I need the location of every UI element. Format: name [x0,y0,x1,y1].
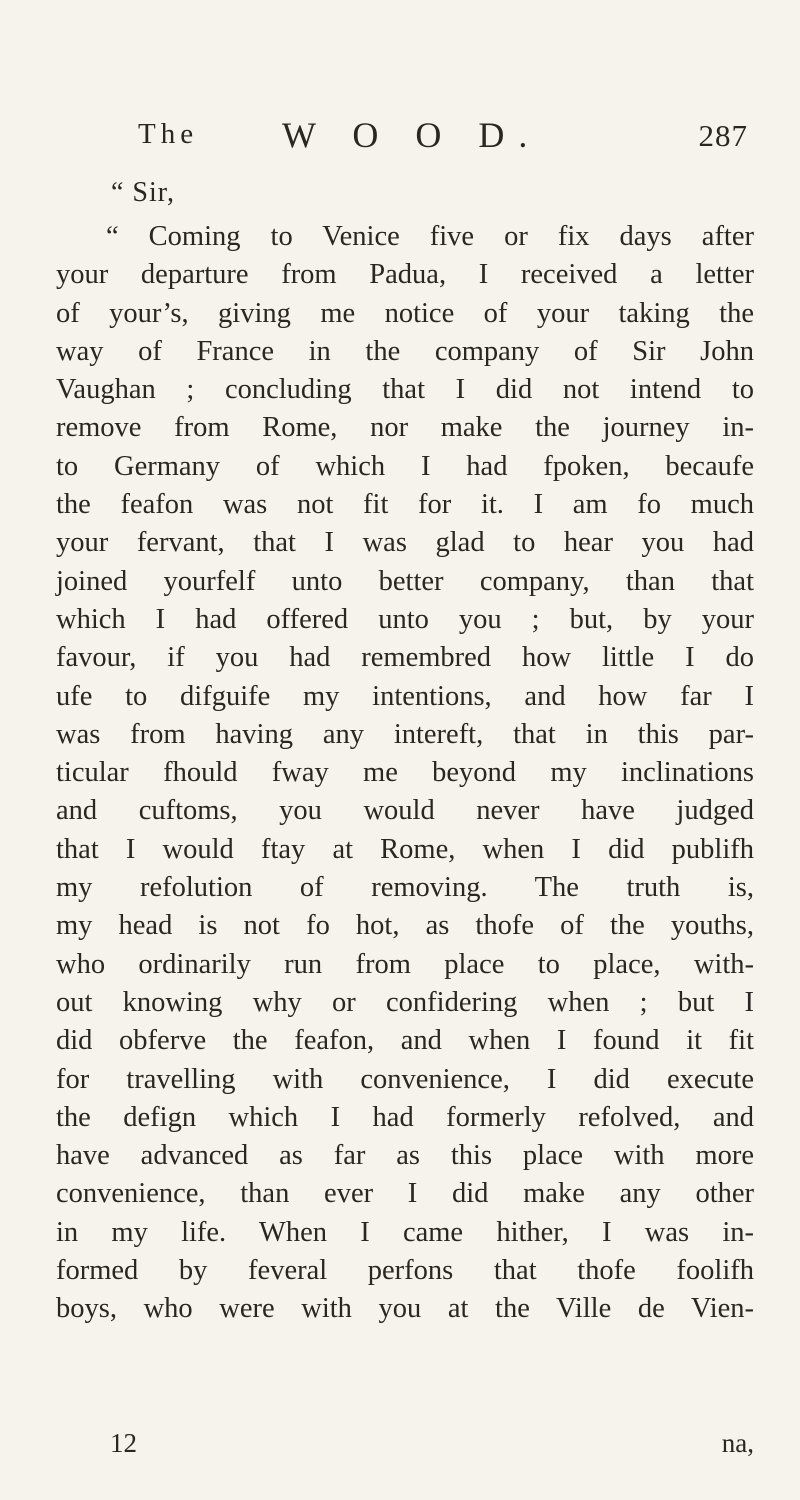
text-line: ticular fhould fway me beyond my inclinations [56,757,754,789]
letter-body [56,218,754,1329]
running-head-the: The [138,118,199,150]
text-line: of your’s, giving me notice of your taking the [56,297,754,329]
text-line: “ Coming to Venice five or fix days after [106,221,754,252]
text-line: favour, if you had remembred how little I do [56,642,754,674]
text-line: in my life. When I came hither, I was in- [56,1216,754,1248]
text-line: way of France in the company of Sir John [56,335,754,367]
running-head-title: W O O D. [282,115,542,155]
running-head [138,115,748,168]
text-line: your fervant, that I was glad to hear you had [56,527,754,559]
text-line: remove from Rome, nor make the journey in- [56,412,754,444]
text-line: was from having any intereft, that in this par- [56,718,754,750]
text-line: have advanced as far as this place with more [56,1140,754,1172]
text-line: my head is not fo hot, as thofe of the youths, [56,910,754,942]
text-line: did obferve the feafon, and when I found it fit [56,1025,754,1057]
letter-salutation: “ Sir, [111,177,175,208]
text-line: convenience, than ever I did make any other [56,1178,754,1210]
text-line: ufe to difguife my intentions, and how far I [56,680,754,712]
text-line: formed by feveral perfons that thofe foolifh [56,1255,754,1287]
text-line: who ordinarily run from place to place, with- [56,948,754,980]
page-footer [56,1428,754,1468]
text-line: the defign which I had formerly refolved, and [56,1101,754,1133]
text-line: out knowing why or confidering when ; but I [56,986,754,1018]
text-line: for travelling with convenience, I did execute [56,1063,754,1095]
text-line: which I had offered unto you ; but, by your [56,603,754,635]
signature-mark: 12 [110,1428,137,1458]
text-line: your departure from Padua, I received a letter [56,259,754,291]
text-line: boys, who were with you at the Ville de Vien- [56,1293,754,1325]
text-line: Vaughan ; concluding that I did not intend to [56,374,754,406]
page-number: 287 [698,118,748,153]
text-line: and cuftoms, you would never have judged [56,795,754,827]
text-line: my refolution of removing. The truth is, [56,872,754,904]
text-line: to Germany of which I had fpoken, becaufe [56,450,754,482]
text-line: that I would ftay at Rome, when I did publifh [56,833,754,865]
catchword: na, [721,1428,754,1458]
text-line: the feafon was not fit for it. I am fo much [56,489,754,521]
text-line: joined yourfelf unto better company, than that [56,565,754,597]
